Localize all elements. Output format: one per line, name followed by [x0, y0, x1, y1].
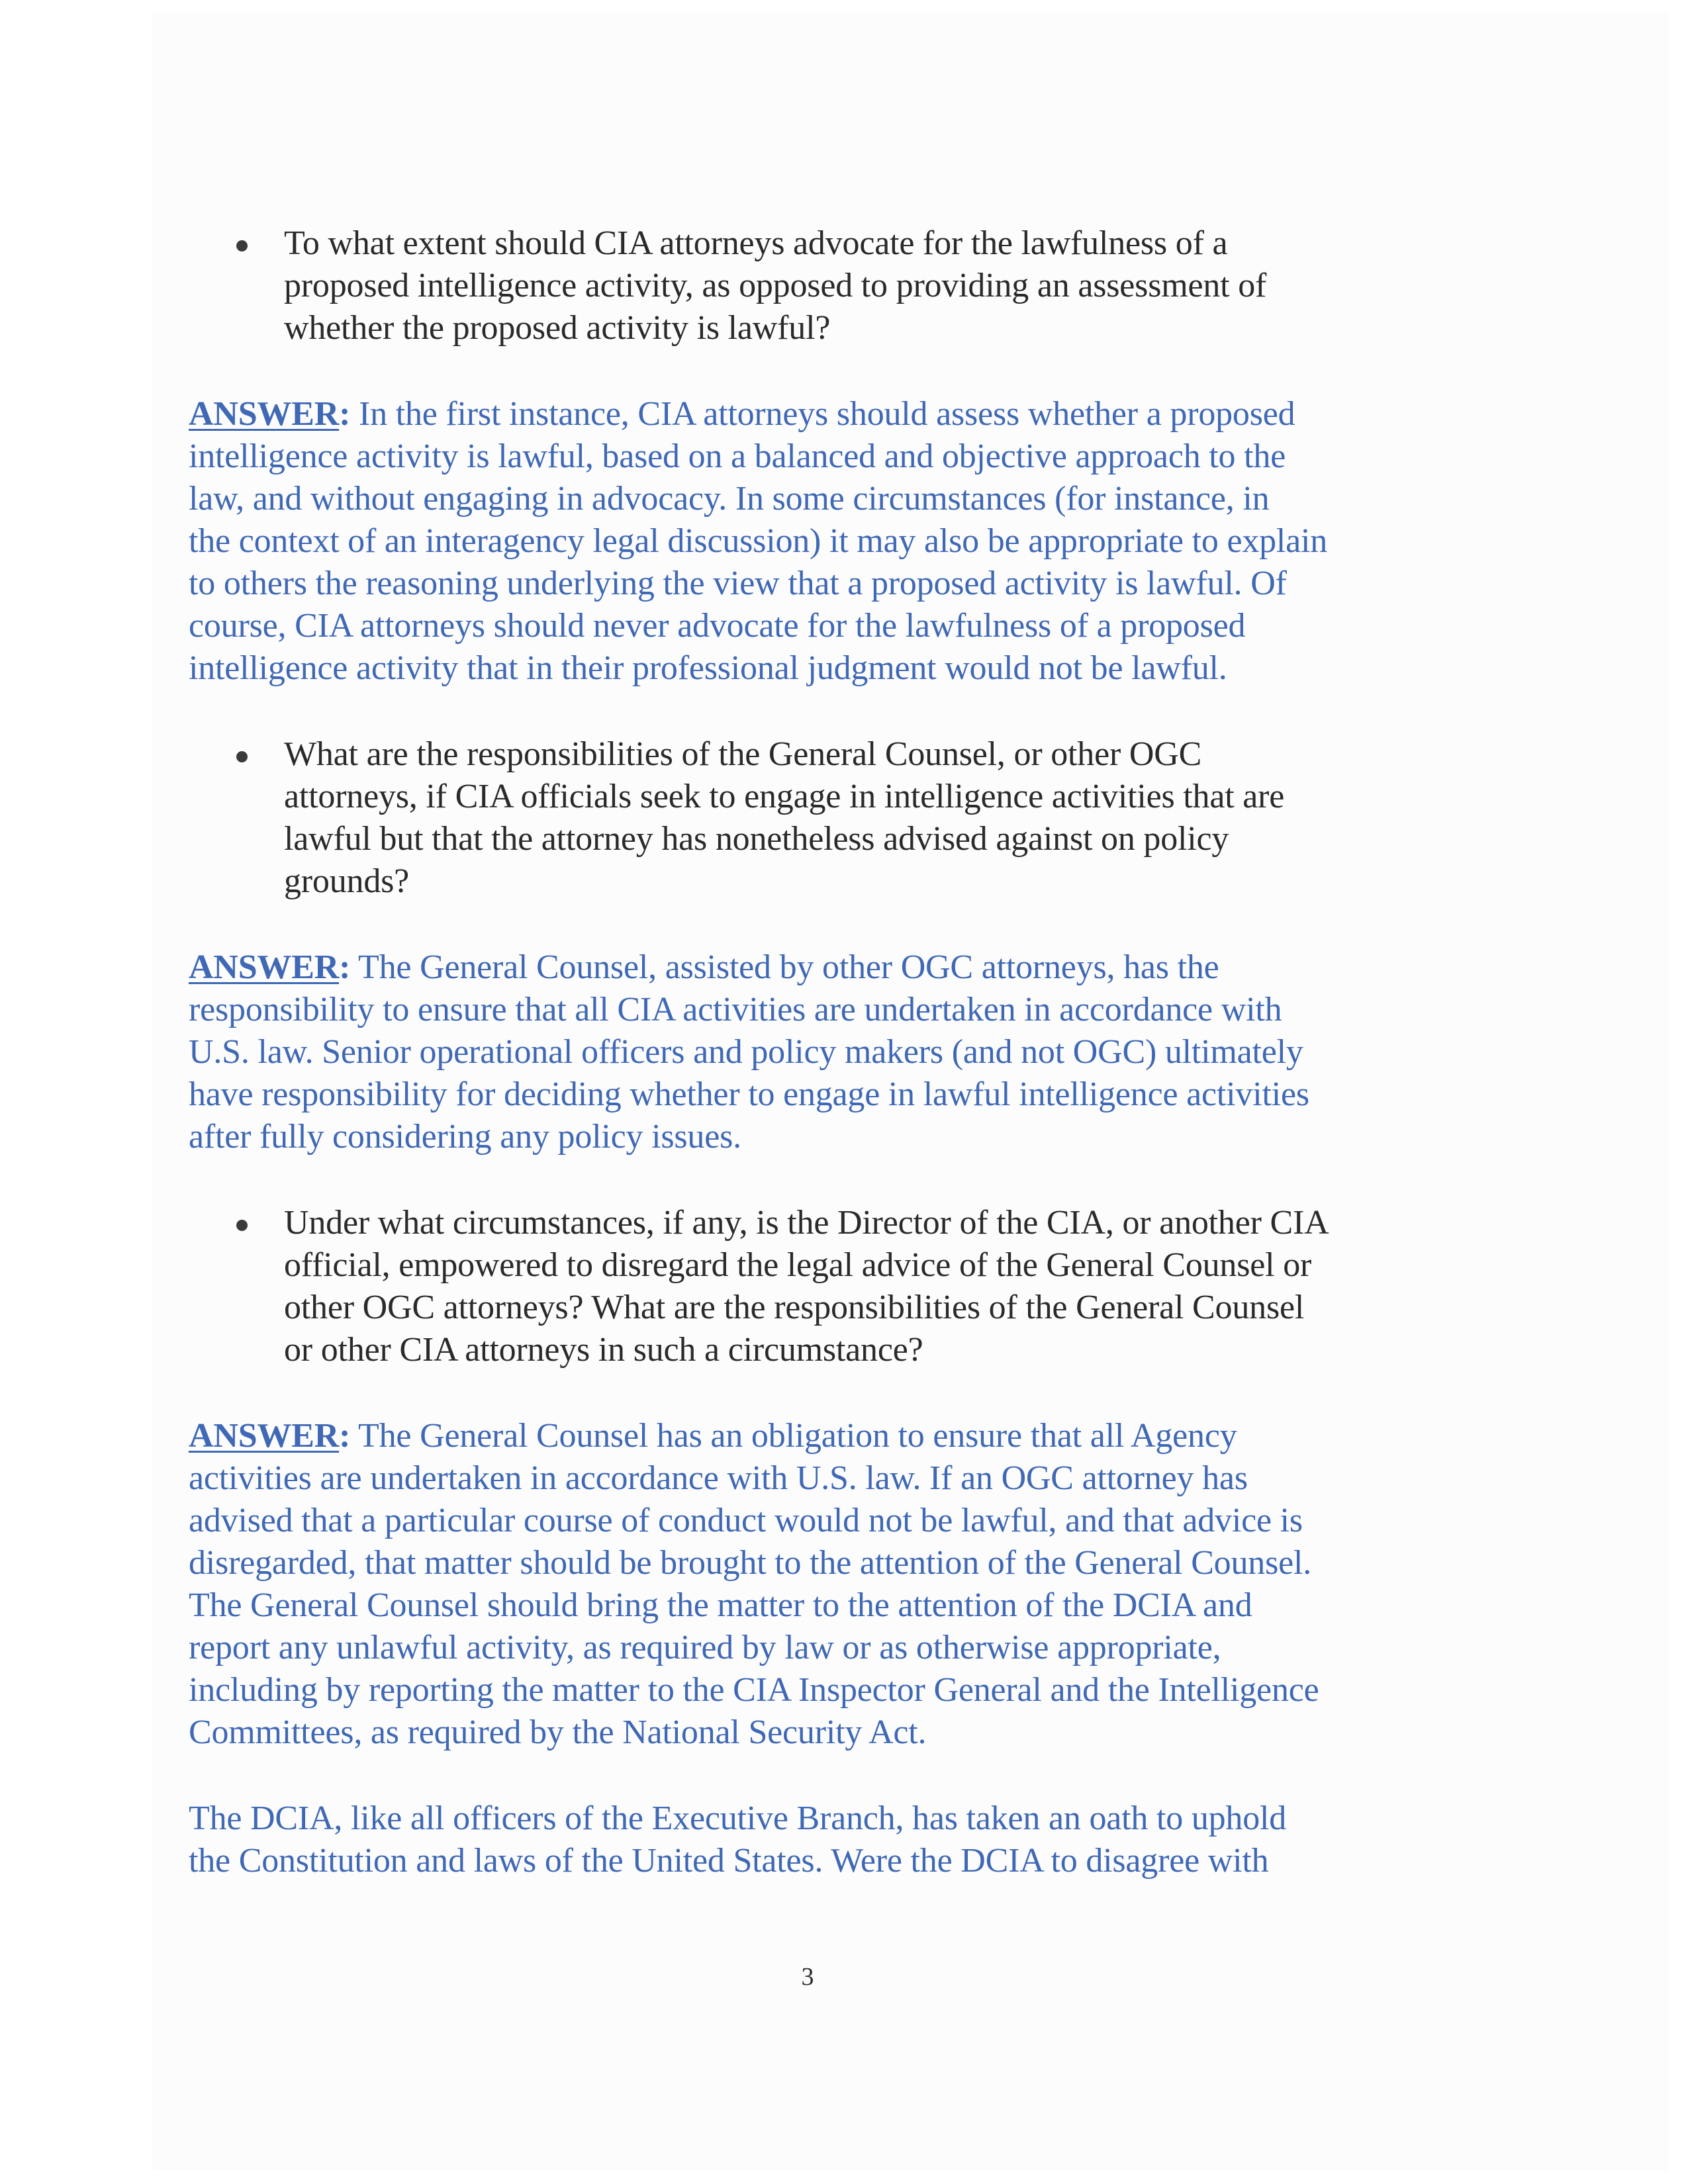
question-bullet-1 [189, 222, 1446, 349]
answer-text: In the first instance, CIA attorneys should assess whether a proposed [350, 395, 1295, 433]
answer-label: ANSWER [189, 948, 340, 986]
bullet-dot-icon [236, 240, 248, 251]
answer-line: The General Counsel should bring the matter to the attention of the DCIA and [189, 1586, 1252, 1624]
answer-line: after fully considering any policy issues. [189, 1118, 741, 1156]
question-line: proposed intelligence activity, as opposed to providing an assessment of [284, 267, 1267, 304]
question-line: other OGC attorneys? What are the responsibilities of the General Counsel [284, 1289, 1305, 1326]
answer-line: course, CIA attorneys should never advocate for the lawfulness of a proposed [189, 607, 1246, 645]
question-line: whether the proposed activity is lawful? [284, 309, 831, 347]
answer-paragraph-2 [189, 946, 1446, 1158]
answer-line: advised that a particular course of conduct would not be lawful, and that advice is [189, 1502, 1303, 1539]
question-line: What are the responsibilities of the General Counsel, or other OGC [284, 735, 1202, 773]
page-number: 3 [801, 1963, 814, 1991]
answer-line [189, 1415, 1446, 1457]
bullet-dot-icon [236, 1220, 248, 1231]
answer-line: intelligence activity that in their professional judgment would not be lawful. [189, 649, 1227, 687]
answer-line: Committees, as required by the National Security Act. [189, 1713, 927, 1751]
continuation-paragraph [189, 1797, 1446, 1882]
answer-line [189, 393, 1446, 435]
paragraph-line: the Constitution and laws of the United States. Were the DCIA to disagree with [189, 1842, 1269, 1880]
question-bullet-3 [189, 1202, 1446, 1371]
answer-line: activities are undertaken in accordance with U.S. law. If an OGC attorney has [189, 1459, 1248, 1497]
answer-line [189, 946, 1446, 989]
question-line: attorneys, if CIA officials seek to engage in intelligence activities that are [284, 778, 1285, 815]
answer-colon: : [339, 395, 351, 433]
question-line: official, empowered to disregard the legal advice of the General Counsel or [284, 1246, 1312, 1284]
question-bullet-2 [189, 733, 1446, 903]
answer-line: including by reporting the matter to the CIA Inspector General and the Intelligence [189, 1671, 1319, 1709]
answer-line: disregarded, that matter should be brought to the attention of the General Counsel. [189, 1544, 1312, 1582]
answer-paragraph-1 [189, 393, 1446, 690]
question-line: lawful but that the attorney has nonetheless advised against on policy [284, 820, 1229, 858]
question-line: grounds? [284, 862, 410, 900]
question-line: or other CIA attorneys in such a circumstance? [284, 1331, 923, 1369]
answer-text: The General Counsel has an obligation to ensure that all Agency [350, 1417, 1237, 1455]
answer-label: ANSWER [189, 1417, 340, 1455]
answer-line: to others the reasoning underlying the view that a proposed activity is lawful. Of [189, 565, 1287, 602]
document-body [189, 222, 1446, 1882]
question-line: Under what circumstances, if any, is the Director of the CIA, or another CIA [284, 1204, 1329, 1242]
answer-colon: : [339, 1417, 351, 1455]
answer-line: U.S. law. Senior operational officers and policy makers (and not OGC) ultimately [189, 1033, 1303, 1071]
answer-line: law, and without engaging in advocacy. In some circumstances (for instance, in [189, 480, 1270, 518]
answer-line: the context of an interagency legal discussion) it may also be appropriate to explain [189, 522, 1328, 560]
answer-line: have responsibility for deciding whether to engage in lawful intelligence activities [189, 1075, 1309, 1113]
question-line: To what extent should CIA attorneys advocate for the lawfulness of a [284, 224, 1228, 262]
bullet-dot-icon [236, 751, 248, 762]
answer-colon: : [339, 948, 351, 986]
answer-label: ANSWER [189, 395, 340, 433]
answer-line: intelligence activity is lawful, based on a balanced and objective approach to the [189, 437, 1286, 475]
paragraph-line: The DCIA, like all officers of the Executive Branch, has taken an oath to uphold [189, 1799, 1287, 1837]
answer-line: responsibility to ensure that all CIA activities are undertaken in accordance with [189, 991, 1282, 1028]
answer-text: The General Counsel, assisted by other OGC attorneys, has the [350, 948, 1219, 986]
answer-paragraph-3 [189, 1415, 1446, 1754]
answer-line: report any unlawful activity, as required by law or as otherwise appropriate, [189, 1629, 1221, 1666]
